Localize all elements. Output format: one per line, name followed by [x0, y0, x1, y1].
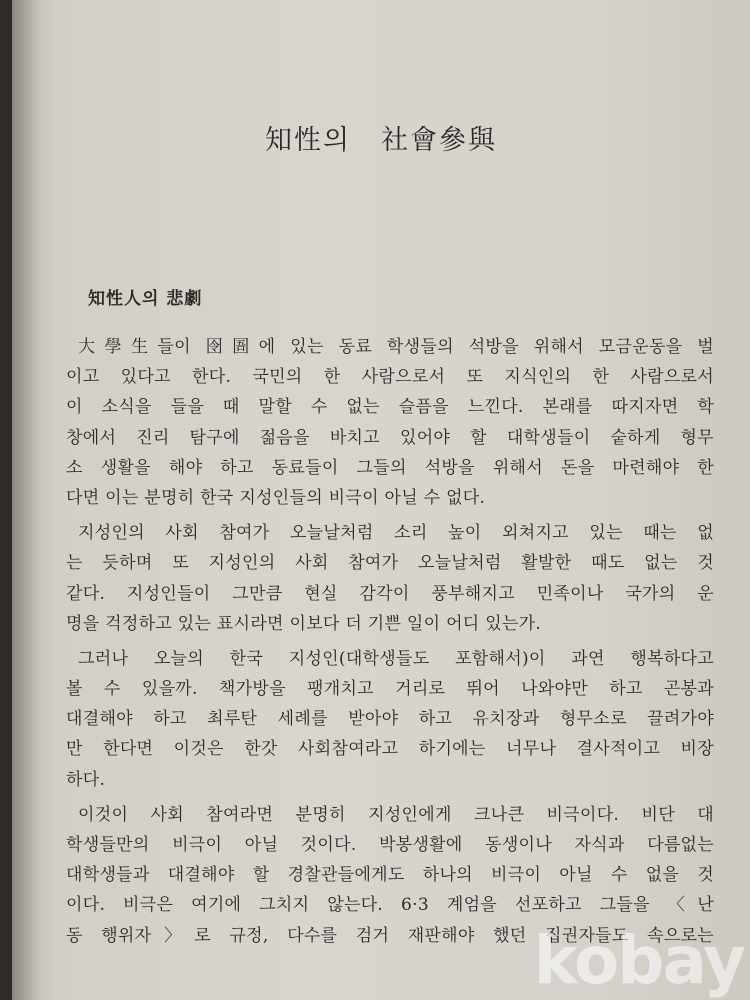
text-line: 이고 있다고 한다. 국민의 한 사람으로서 또 지식인의 한 사람으로서: [66, 367, 714, 388]
text-line: 볼 수 있을까. 책가방을 팽개치고 거리로 뛰어 나와야만 하고 곤봉과: [66, 679, 714, 700]
chapter-title-part1: 知性의: [264, 125, 352, 156]
paragraph: [66, 332, 714, 513]
chapter-title: [12, 118, 750, 157]
text-line: 대결해야 하고 최루탄 세례를 받아야 하고 유치장과 형무소로 끌려가야: [66, 709, 714, 730]
text-line: 대학생들과 대결해야 할 경찰관들에게도 하나의 비극이 아닐 수 없을 것: [66, 865, 714, 886]
text-line: 소 생활을 해야 하고 동료들이 그들의 석방을 위해서 돈을 마련해야 한: [66, 457, 714, 478]
text-line: 지성인의 사회 참여가 오늘날처럼 소리 높이 외쳐지고 있는 때는 없: [78, 523, 714, 544]
watermark-logo: kobay: [533, 922, 744, 999]
text-line: 같다. 지성인들이 그만큼 현실 감각이 풍부해지고 민족이나 국가의 운: [66, 583, 714, 604]
text-line: 명을 걱정하고 있는 표시라면 이보다 더 기쁜 일이 어디 있는가.: [66, 613, 542, 634]
text-line: 동 행위자〉로 규정, 다수를 검거 재판해야 했던 집권자들도 속으로는: [66, 925, 714, 946]
paragraph: [66, 518, 714, 639]
body-text: [66, 332, 714, 951]
text-line: 이다. 비극은 여기에 그치지 않는다. 6·3 계엄을 선포하고 그들을 〈난: [66, 895, 714, 916]
text-line: 하다.: [66, 769, 106, 790]
text-line: 창에서 진리 탐구에 젊음을 바치고 있어야 할 대학생들이 숱하게 형무: [66, 427, 714, 448]
book-page: [12, 0, 750, 1000]
text-line: 이것이 사회 참여라면 분명히 지성인에게 크나큰 비극이다. 비단 대: [78, 804, 714, 825]
section-heading: 知性人의 悲劇: [88, 289, 203, 309]
chapter-title-part2: 社會參與: [381, 125, 498, 156]
paragraph: [66, 644, 714, 795]
text-line: 이 소식을 들을 때 말할 수 없는 슬픔을 느낀다. 본래를 따지자면 학: [66, 397, 714, 418]
text-line: 다면 이는 분명히 한국 지성인들의 비극이 아닐 수 없다.: [66, 487, 486, 508]
text-line: 大學生들이 囹圄에 있는 동료 학생들의 석방을 위해서 모금운동을 벌: [78, 337, 714, 357]
text-line: 그러나 오늘의 한국 지성인(대학생들도 포함해서)이 과연 행복하다고: [78, 648, 714, 669]
text-line: 만 한다면 이것은 한갓 사회참여라고 하기에는 너무나 결사적이고 비장: [66, 739, 714, 760]
text-line: 는 듯하며 또 지성인의 사회 참여가 오늘날처럼 활발한 때도 없는 것: [66, 553, 714, 574]
text-line: 학생들만의 비극이 아닐 것이다. 박봉생활에 동생이나 자식과 다름없는: [66, 835, 714, 855]
